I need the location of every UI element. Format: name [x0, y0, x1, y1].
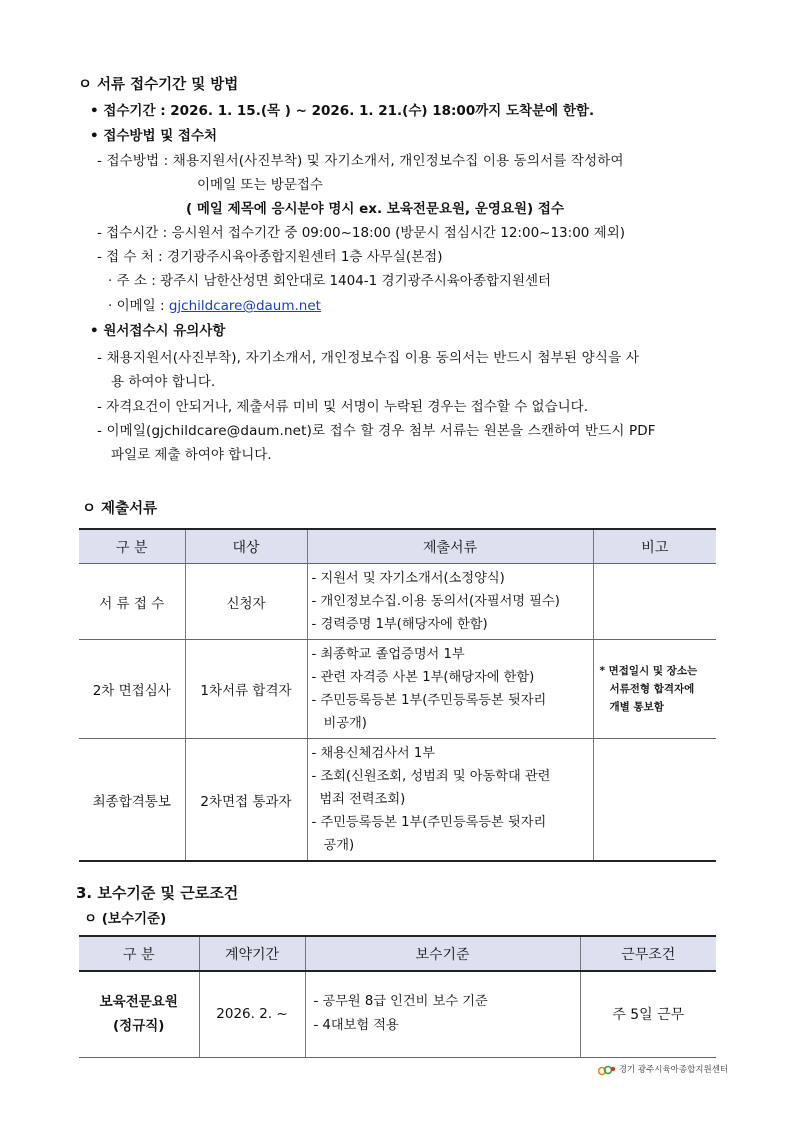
application-email-row [108, 294, 321, 314]
center-logo-icon [598, 1064, 616, 1076]
row-documents [307, 739, 593, 862]
doc-item: - 주민등록등본 1부(주민등록등본 뒷자리 [311, 693, 547, 708]
table-row [79, 739, 716, 862]
doc-item: - 경력증명 1부(해당자에 한함) [311, 617, 488, 632]
pay-subheading: ㅇ (보수기준) [84, 911, 167, 927]
pay-item: - 공무원 8급 인건비 보수 기준 [313, 994, 488, 1010]
caution-line1a: - 채용지원서(사진부착), 자기소개서, 개인정보수집 이용 동의서는 반드시 첨부된 양식을 사 [97, 350, 640, 366]
header-stage: 구 분 [79, 529, 185, 564]
header-position: 구 분 [79, 936, 199, 971]
doc-item: - 지원서 및 자기소개서(소정양식) [311, 571, 505, 586]
email-link[interactable]: gjchildcare@daum.net [168, 298, 321, 314]
table-row [79, 564, 716, 640]
doc-item: - 채용신체검사서 1부 [311, 746, 435, 761]
application-address: · 주 소 : 광주시 남한산성면 회안대로 1404-1 경기광주시육아종합지원센터 [108, 273, 552, 289]
application-method-line2: 이메일 또는 방문접수 [197, 177, 323, 193]
row-target: 2차면접 통과자 [185, 739, 307, 862]
row-pay [305, 971, 580, 1057]
application-method-line3: ( 메일 제목에 응시분야 명시 ex. 보육전문요원, 운영요원) 접수 [186, 201, 565, 217]
doc-item: 공개) [323, 838, 355, 853]
table-header-row [79, 936, 716, 971]
row-stage: 2차 면접심사 [79, 640, 185, 739]
caution-line1b: 용 하여야 합니다. [111, 374, 216, 390]
row-note [593, 564, 716, 640]
table-row [79, 971, 716, 1057]
header-condition: 근무조건 [580, 936, 716, 971]
note-line: 서류전형 합격자에 [609, 683, 695, 695]
header-note: 비고 [593, 529, 716, 564]
doc-item: 범죄 전력조회) [319, 792, 406, 807]
row-note [593, 739, 716, 862]
pay-table [79, 935, 716, 1058]
position-type: (정규직) [113, 1018, 165, 1035]
section-heading-application: ㅇ 서류 접수기간 및 방법 [78, 77, 239, 93]
doc-item: - 최종학교 졸업증명서 1부 [311, 647, 465, 662]
row-period: 2026. 2. ~ [199, 971, 305, 1057]
section-heading-documents: ㅇ 제출서류 [82, 501, 158, 517]
row-position [79, 971, 199, 1057]
caution-heading: • 원서접수시 유의사항 [90, 323, 226, 339]
row-stage: 서 류 접 수 [79, 564, 185, 640]
caution-line2: - 자격요건이 안되거나, 제출서류 미비 및 서명이 누락된 경우는 접수할 수 없습니다. [97, 399, 589, 415]
row-documents [307, 640, 593, 739]
doc-item: 비공개) [323, 716, 367, 731]
row-documents [307, 564, 593, 640]
header-target: 대상 [185, 529, 307, 564]
note-line: 개별 통보함 [609, 701, 664, 713]
header-period: 계약기간 [199, 936, 305, 971]
documents-table [79, 528, 716, 862]
table-header-row [79, 529, 716, 564]
section-heading-pay: 3. 보수기준 및 근로조건 [76, 884, 239, 902]
footer-logo [598, 1063, 728, 1076]
header-documents: 제출서류 [307, 529, 593, 564]
caution-line3b: 파일로 제출 하여야 합니다. [111, 447, 272, 463]
row-target: 신청자 [185, 564, 307, 640]
doc-item: - 개인정보수집.이용 동의서(자필서명 필수) [311, 594, 560, 609]
email-label: · 이메일 : [108, 298, 169, 314]
doc-item: - 조회(신원조회, 성범죄 및 아동학대 관련 [311, 769, 551, 784]
row-condition: 주 5일 근무 [580, 971, 716, 1057]
header-pay: 보수기준 [305, 936, 580, 971]
table-row [79, 640, 716, 739]
application-place: - 접 수 처 : 경기광주시육아종합지원센터 1층 사무실(본점) [97, 249, 443, 265]
application-period: • 접수기간 : 2026. 1. 15.(목 ) ~ 2026. 1. 21.(수) 18:00까지 도착분에 한함. [90, 103, 595, 119]
footer-logo-text: 경기 광주시육아종합지원센터 [618, 1065, 729, 1075]
doc-item: - 주민등록등본 1부(주민등록등본 뒷자리 [311, 815, 547, 830]
application-time: - 접수시간 : 응시원서 접수기간 중 09:00~18:00 (방문시 점심시간 12:00~13:00 제외) [97, 225, 626, 241]
note-line: * 면접일시 및 장소는 [599, 665, 698, 677]
application-method-heading: • 접수방법 및 접수처 [90, 128, 218, 144]
position-title: 보육전문요원 [99, 994, 178, 1011]
row-stage: 최종합격통보 [79, 739, 185, 862]
pay-item: - 4대보험 적용 [313, 1018, 399, 1034]
application-method-line1: - 접수방법 : 채용지원서(사진부착) 및 자기소개서, 개인정보수집 이용 동의서를 작성하여 [97, 153, 624, 169]
row-note [593, 640, 716, 739]
doc-item: - 관련 자격증 사본 1부(해당자에 한함) [311, 670, 535, 685]
caution-line3a: - 이메일(gjchildcare@daum.net)로 접수 할 경우 첨부 서류는 원본을 스캔하여 반드시 PDF [97, 423, 656, 439]
row-target: 1차서류 합격자 [185, 640, 307, 739]
